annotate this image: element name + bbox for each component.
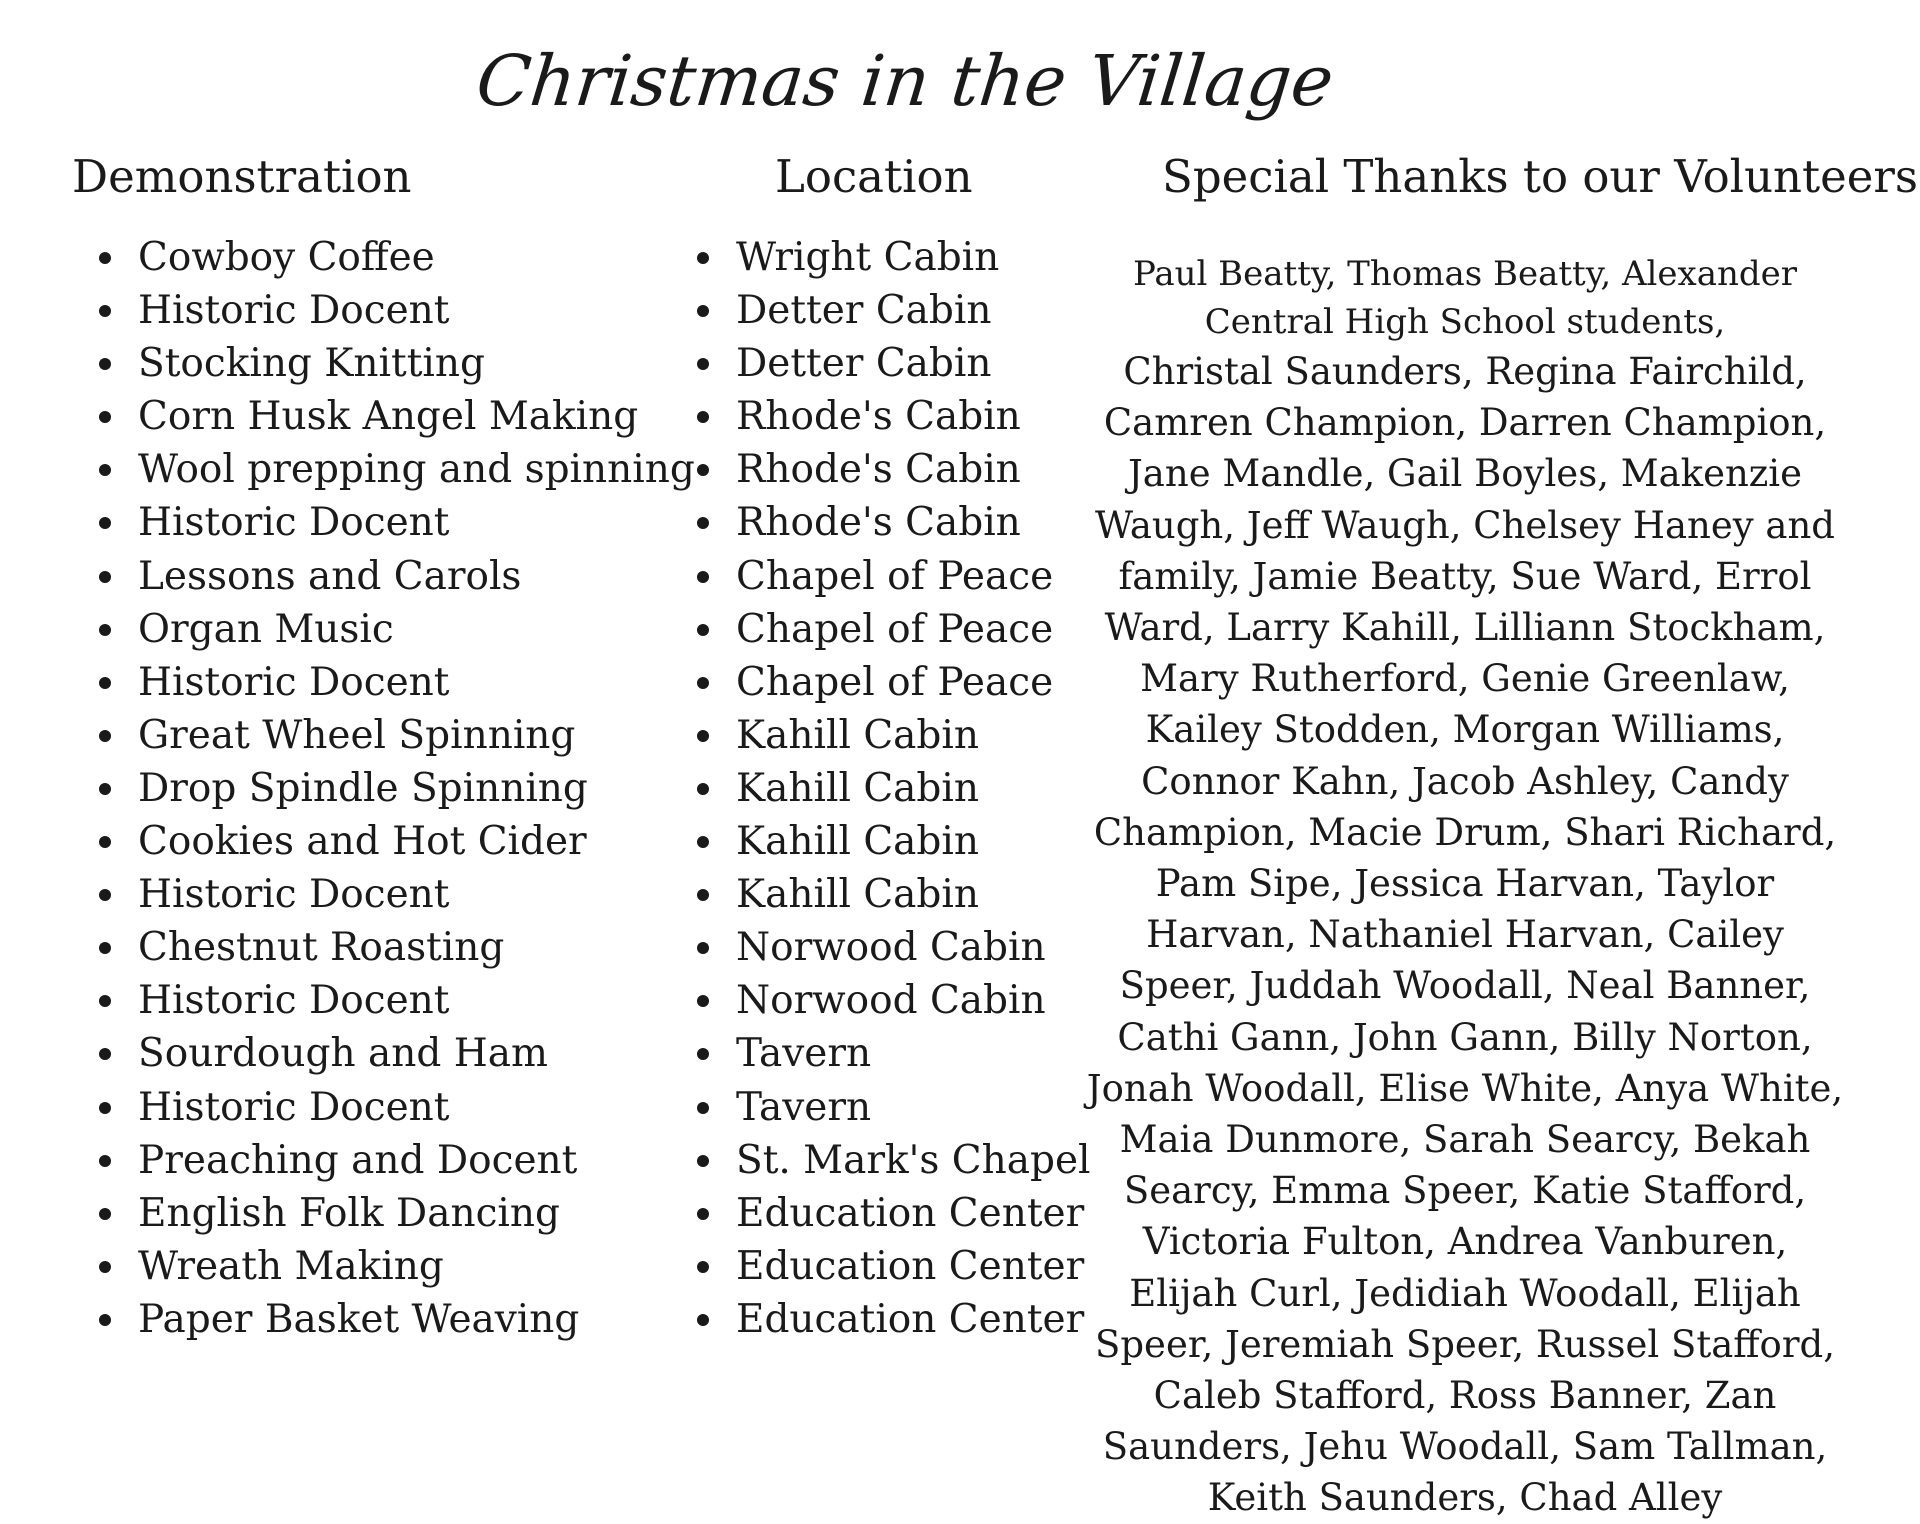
demonstration-item-label: Drop Spindle Spinning	[138, 765, 588, 811]
bullet-icon	[697, 677, 709, 689]
bullet-icon	[697, 942, 709, 954]
location-item	[697, 496, 1077, 549]
bullet-icon	[99, 783, 111, 795]
demonstration-item-label: Sourdough and Ham	[138, 1031, 548, 1077]
bullet-icon	[697, 730, 709, 742]
demonstration-item	[99, 709, 659, 762]
demonstration-item-label: Historic Docent	[138, 659, 450, 705]
location-item	[697, 1293, 1085, 1346]
location-item	[697, 443, 1077, 496]
bullet-icon	[697, 836, 709, 848]
demonstration-item-label: Stocking Knitting	[138, 341, 485, 387]
location-item	[697, 231, 1077, 284]
demonstration-item-label: Wool prepping and spinning	[138, 447, 695, 493]
location-item-label: St. Mark's Chapel	[736, 1137, 1091, 1183]
location-item-label: Chapel of Peace	[736, 553, 1054, 599]
location-item-label: Kahill Cabin	[736, 872, 979, 918]
demonstration-item-label: Historic Docent	[138, 872, 450, 918]
location-item-label: Kahill Cabin	[736, 712, 979, 758]
location-item	[697, 1187, 1085, 1240]
demonstration-item	[99, 1027, 659, 1080]
demonstration-heading: Demonstration	[72, 150, 412, 203]
demonstration-item-label: Historic Docent	[138, 978, 450, 1024]
demonstration-item	[99, 390, 659, 443]
location-item	[697, 603, 1077, 656]
bullet-icon	[99, 624, 111, 636]
demonstration-item-label: Cookies and Hot Cider	[138, 819, 587, 865]
demonstration-item	[99, 1081, 659, 1134]
bullet-icon	[99, 942, 111, 954]
location-item	[697, 762, 1077, 815]
location-item	[697, 656, 1077, 709]
bullet-icon	[697, 1102, 709, 1114]
bullet-icon	[99, 305, 111, 317]
location-item	[697, 868, 1077, 921]
bullet-icon	[99, 1155, 111, 1167]
location-item-label: Detter Cabin	[736, 341, 992, 387]
location-item-label: Norwood Cabin	[736, 925, 1046, 971]
bullet-icon	[99, 411, 111, 423]
demonstration-item	[99, 815, 659, 868]
demonstration-item-label: Preaching and Docent	[138, 1137, 578, 1183]
page-title: Christmas in the Village	[472, 40, 1338, 122]
bullet-icon	[697, 1261, 709, 1273]
bullet-icon	[99, 995, 111, 1007]
location-item-label: Tavern	[736, 1031, 872, 1077]
bullet-icon	[99, 836, 111, 848]
location-heading: Location	[775, 150, 973, 203]
demonstration-item-label: Chestnut Roasting	[138, 925, 505, 971]
demonstration-item-label: Historic Docent	[138, 500, 450, 546]
location-item-label: Rhode's Cabin	[736, 500, 1021, 546]
location-item	[697, 1081, 1077, 1134]
location-item-label: Education Center	[736, 1243, 1085, 1289]
location-item-label: Chapel of Peace	[736, 606, 1054, 652]
volunteers-heading: Special Thanks to our Volunteers	[1162, 150, 1918, 203]
demonstration-item	[99, 231, 659, 284]
demonstration-item-label: English Folk Dancing	[138, 1190, 560, 1236]
bullet-icon	[697, 358, 709, 370]
location-item-label: Kahill Cabin	[736, 765, 979, 811]
volunteers-names: Christal Saunders, Regina Fairchild, Camren Champion, Darren Champion, Jane Mandle, Gail Boyles, Makenzie Waugh, Jeff Waugh, Chelsey Haney and family, Jamie Beatty, Sue Ward, Errol Ward, Larry Kahill, Lilliann Stockham, Mary Rutherford, Genie Greenlaw, Kailey Stodden, Morgan Williams, Connor Kahn, Jacob Ashley, Candy Champion, Macie Drum, Shari Richard, Pam Sipe, Jessica Harvan, Taylor Harvan, Nathaniel Harvan, Cailey Speer, Juddah Woodall, Neal Banner, Cathi Gann, John Gann, Billy Norton, Jonah Woodall, Elise White, Anya White, Maia Dunmore, Sarah Searcy, Bekah Searcy, Emma Speer, Katie Stafford, Victoria Fulton, Andrea Vanburen, Elijah Curl, Jedidiah Woodall, Elijah Speer, Jeremiah Speer, Russel Stafford, Caleb Stafford, Ross Banner, Zan Saunders, Jehu Woodall, Sam Tallman, Keith Saunders, Chad Alley	[1086, 350, 1844, 1520]
bullet-icon	[99, 1048, 111, 1060]
bullet-icon	[697, 571, 709, 583]
bullet-icon	[697, 252, 709, 264]
volunteers-section	[1085, 250, 1845, 1524]
bullet-icon	[697, 411, 709, 423]
demonstration-item-label: Historic Docent	[138, 288, 450, 334]
location-item	[697, 550, 1077, 603]
location-item-label: Chapel of Peace	[736, 659, 1054, 705]
demonstration-item-label: Organ Music	[138, 606, 394, 652]
location-item	[697, 1240, 1085, 1293]
demonstration-item-label: Corn Husk Angel Making	[138, 394, 639, 440]
location-item	[697, 1027, 1077, 1080]
bullet-icon	[697, 889, 709, 901]
demonstration-item	[99, 550, 659, 603]
location-item	[697, 815, 1077, 868]
demonstration-item	[99, 496, 659, 549]
bullet-icon	[99, 1102, 111, 1114]
location-item-label: Kahill Cabin	[736, 819, 979, 865]
location-item-label: Rhode's Cabin	[736, 394, 1021, 440]
location-item	[697, 337, 1077, 390]
demonstration-item-label: Wreath Making	[138, 1243, 444, 1289]
demonstration-item	[99, 921, 659, 974]
location-item	[697, 1134, 1091, 1187]
bullet-icon	[697, 1314, 709, 1326]
location-list	[697, 231, 1091, 1346]
location-item-label: Wright Cabin	[736, 235, 1000, 280]
demonstration-item	[99, 974, 659, 1027]
location-item-label: Tavern	[736, 1084, 872, 1130]
bullet-icon	[697, 1208, 709, 1220]
bullet-icon	[99, 571, 111, 583]
demonstration-item-label: Historic Docent	[138, 1084, 450, 1130]
demonstration-item	[99, 762, 659, 815]
demonstration-item-label: Cowboy Coffee	[138, 235, 435, 280]
location-item-label: Norwood Cabin	[736, 978, 1046, 1024]
demonstration-item	[99, 868, 659, 921]
demonstration-item	[99, 1134, 659, 1187]
location-item-label: Rhode's Cabin	[736, 447, 1021, 493]
bullet-icon	[99, 517, 111, 529]
demonstration-list	[99, 231, 695, 1346]
bullet-icon	[697, 305, 709, 317]
bullet-icon	[99, 677, 111, 689]
bullet-icon	[99, 1208, 111, 1220]
bullet-icon	[697, 517, 709, 529]
location-item	[697, 390, 1077, 443]
demonstration-item-label: Great Wheel Spinning	[138, 712, 576, 758]
location-item-label: Detter Cabin	[736, 288, 992, 334]
bullet-icon	[99, 358, 111, 370]
location-item	[697, 709, 1077, 762]
bullet-icon	[697, 1048, 709, 1060]
location-item-label: Education Center	[736, 1190, 1085, 1236]
location-item	[697, 921, 1077, 974]
demonstration-item	[99, 1293, 659, 1346]
volunteers-intro: Paul Beatty, Thomas Beatty, Alexander Central High School students,	[1132, 254, 1798, 342]
demonstration-item-label: Paper Basket Weaving	[138, 1296, 580, 1342]
bullet-icon	[99, 1261, 111, 1273]
demonstration-item	[99, 603, 659, 656]
demonstration-item	[99, 443, 695, 496]
demonstration-item	[99, 656, 659, 709]
bullet-icon	[99, 730, 111, 742]
demonstration-item	[99, 337, 659, 390]
location-item-label: Education Center	[736, 1296, 1085, 1342]
bullet-icon	[697, 783, 709, 795]
location-item	[697, 284, 1077, 337]
bullet-icon	[99, 1314, 111, 1326]
demonstration-item	[99, 1240, 659, 1293]
location-item	[697, 974, 1077, 1027]
bullet-icon	[697, 624, 709, 636]
bullet-icon	[99, 889, 111, 901]
bullet-icon	[697, 1155, 709, 1167]
bullet-icon	[99, 464, 111, 476]
demonstration-item	[99, 284, 659, 337]
bullet-icon	[697, 995, 709, 1007]
demonstration-item-label: Lessons and Carols	[138, 553, 522, 599]
bullet-icon	[697, 464, 709, 476]
demonstration-item	[99, 1187, 659, 1240]
bullet-icon	[99, 252, 111, 264]
